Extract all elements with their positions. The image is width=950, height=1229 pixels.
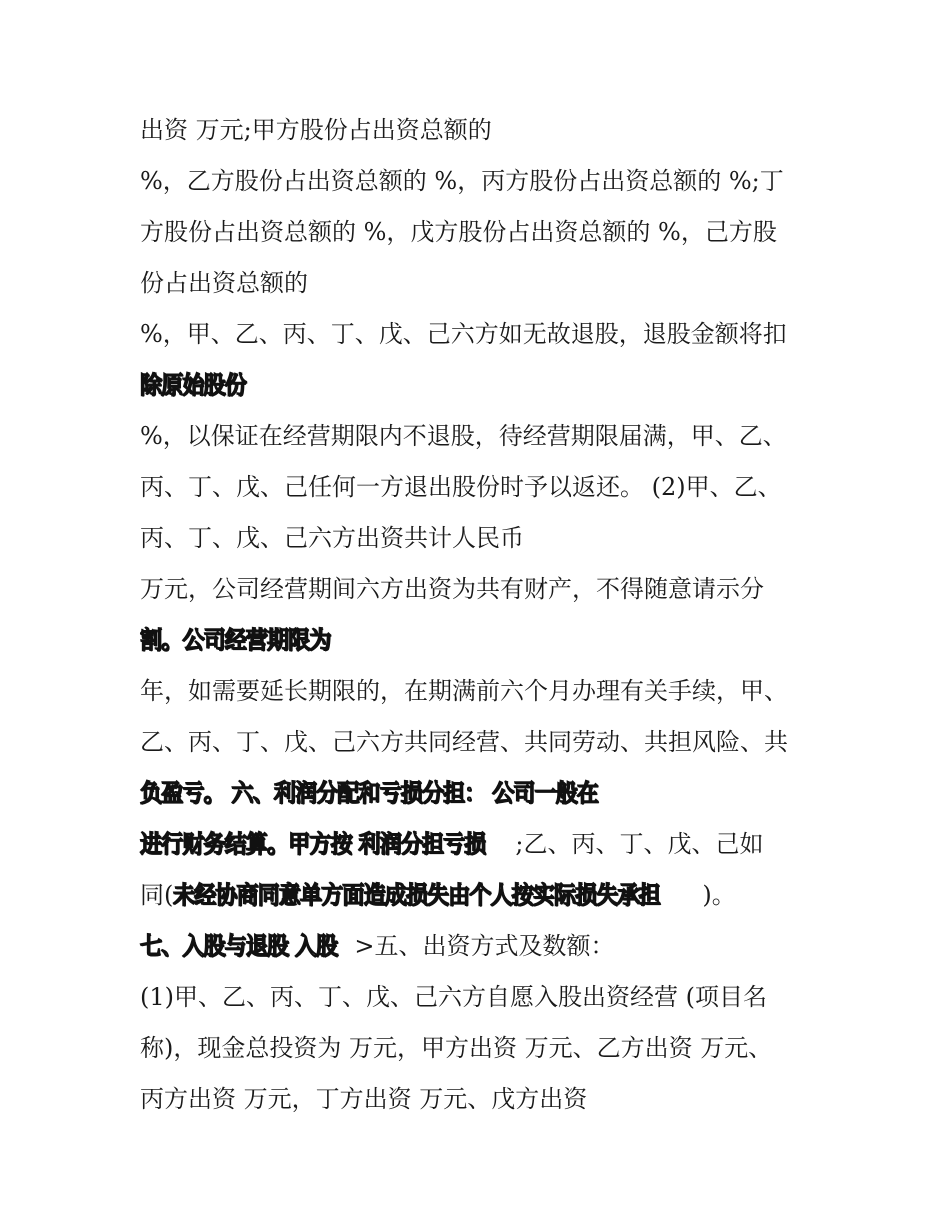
text-line — [140, 926, 830, 977]
text-line — [140, 263, 830, 314]
text-line — [140, 161, 830, 212]
contract-text-body — [140, 110, 830, 1130]
text-line — [140, 467, 830, 518]
text-segment: %，甲、乙、丙、丁、戊、己六方如无故退股，退股金额将扣 — [140, 320, 787, 348]
outlined-text-segment: 割。公司经营期限为 — [140, 626, 331, 654]
text-segment: %，以保证在经营期限内不退股，待经营期限届满，甲、乙、 — [140, 422, 787, 450]
text-segment: %，乙方股份占出资总额的 %，丙方股份占出资总额的 %;丁 — [140, 167, 784, 195]
outlined-text-segment: 未经协商同意单方面造成损失由个人按实际损失承担 — [173, 881, 661, 909]
text-line — [140, 1079, 830, 1130]
text-segment: 万元，公司经营期间六方出资为共有财产，不得随意请示分 — [140, 575, 764, 603]
text-line — [140, 365, 830, 416]
text-line — [140, 416, 830, 467]
text-line — [140, 824, 830, 875]
text-segment: 同( — [140, 881, 174, 909]
text-segment: >五、出资方式及数额： — [354, 932, 615, 960]
text-line — [140, 875, 830, 926]
text-line — [140, 773, 830, 824]
text-line — [140, 722, 830, 773]
outlined-text-segment: 进行财务结算。甲方按 利润分担亏损 — [140, 830, 486, 858]
outlined-text-segment: 七、入股与退股 入股 — [140, 932, 338, 960]
text-segment: 份占出资总额的 — [140, 269, 308, 297]
text-line — [140, 314, 830, 365]
text-line — [140, 110, 830, 161]
text-segment: 丙、丁、戊、己六方出资共计人民币 — [140, 524, 524, 552]
text-segment: 丙方出资 万元，丁方出资 万元、戊方出资 — [140, 1085, 588, 1113]
text-line — [140, 671, 830, 722]
text-line — [140, 518, 830, 569]
outlined-text-segment: 负盈亏。 六、利润分配和亏损分担： 公司一般在 — [140, 779, 598, 807]
text-segment: (1)甲、乙、丙、丁、戊、己六方自愿入股出资经营 (项目名 — [140, 983, 767, 1011]
outlined-text-segment: 除原始股份 — [140, 371, 246, 399]
text-line — [140, 1028, 830, 1079]
text-segment: 乙、丙、丁、戊、己六方共同经营、共同劳动、共担风险、共 — [140, 728, 788, 756]
text-segment: )。 — [702, 881, 736, 909]
text-line — [140, 977, 830, 1028]
text-segment: 出资 万元;甲方股份占出资总额的 — [140, 116, 492, 144]
text-segment: 丙、丁、戊、己任何一方退出股份时予以返还。 (2)甲、乙、 — [140, 473, 782, 501]
text-line — [140, 620, 830, 671]
text-line — [140, 212, 830, 263]
text-segment: 年，如需要延长期限的，在期满前六个月办理有关手续，甲、 — [140, 677, 788, 705]
text-segment: 方股份占出资总额的 %，戊方股份占出资总额的 %，己方股 — [140, 218, 777, 246]
text-line — [140, 569, 830, 620]
text-segment: 称)，现金总投资为 万元，甲方出资 万元、乙方出资 万元、 — [140, 1034, 773, 1062]
text-segment: ;乙、丙、丁、戊、己如 — [515, 830, 764, 858]
